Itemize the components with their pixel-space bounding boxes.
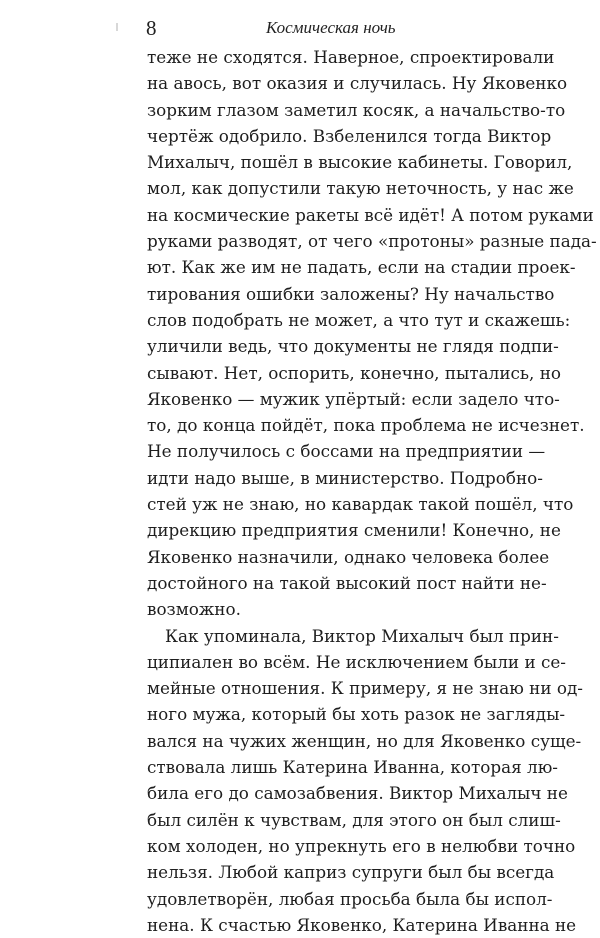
text-line: теже не сходятся. Наверное, спроектировали: [147, 47, 555, 67]
text-line: ципиален во всём. Не исключением были и се-: [147, 651, 566, 672]
text-line: ют. Как же им не падать, если на стадии проек-: [147, 257, 576, 278]
text-line: на авось, вот оказия и случилась. Ну Яковенко: [147, 73, 568, 94]
text-line: ком холоден, но упрекнуть его в нелюбви точно: [147, 835, 576, 856]
text-line: Яковенко — мужик упёртый: если задело что-: [147, 388, 560, 409]
text-line: возможно.: [147, 599, 241, 620]
text-line: чертёж одобрило. Взбеленился тогда Виктор: [147, 125, 552, 146]
text-line: ствовала лишь Катерина Иванна, которая лю-: [147, 757, 558, 778]
text-line: вался на чужих женщин, но для Яковенко суще-: [147, 730, 582, 751]
header-tick-mark: [116, 23, 118, 31]
text-line: Как упоминала, Виктор Михалыч был прин-: [165, 625, 559, 646]
text-line: дирекцию предприятия сменили! Конечно, не: [147, 520, 561, 541]
text-line: сывают. Нет, оспорить, конечно, пытались, но: [147, 362, 562, 383]
text-line: уличили ведь, что документы не глядя подпи-: [147, 336, 559, 357]
text-line: била его до самозабвения. Виктор Михалыч не: [147, 783, 568, 804]
running-title: Космическая ночь: [266, 18, 396, 37]
text-line: удовлетворён, любая просьба была бы испол-: [147, 888, 553, 909]
text-line: руками разводят, от чего «протоны» разные пада-: [147, 231, 597, 252]
text-line: нельзя. Любой каприз супруги был бы всегда: [147, 862, 555, 883]
text-line: нена. К счастью Яковенко, Катерина Иванна не: [147, 914, 577, 935]
text-line: достойного на такой высокий пост найти не-: [147, 572, 547, 593]
text-line: мейные отношения. К примеру, я не знаю ни од-: [147, 678, 583, 699]
text-line: на космические ракеты всё идёт! А потом руками: [147, 204, 594, 225]
text-line: тирования ошибки заложены? Ну начальство: [147, 283, 555, 304]
text-line: Яковенко назначили, однако человека более: [147, 546, 550, 567]
text-line: был силён к чувствам, для этого он был слиш-: [147, 809, 561, 830]
text-line: стей уж не знаю, но кавардак такой пошёл, что: [147, 494, 574, 515]
text-line: Не получилось с боссами на предприятии —: [147, 441, 546, 462]
text-line: идти надо выше, в министерство. Подробно-: [147, 467, 543, 488]
page-number: 8: [146, 16, 157, 40]
page-header: [116, 14, 502, 42]
text-line: мол, как допустили такую неточность, у нас же: [147, 178, 574, 199]
text-line: зорким глазом заметил косяк, а начальство-то: [147, 99, 566, 120]
text-line: то, до конца пойдёт, пока проблема не исчезнет.: [147, 415, 585, 436]
text-line: ного мужа, который бы хоть разок не загляды-: [147, 704, 566, 725]
body-text: [147, 44, 597, 938]
text-line: Михалыч, пошёл в высокие кабинеты. Говорил,: [147, 152, 573, 173]
text-line: слов подобрать не может, а что тут и скажешь:: [147, 309, 571, 330]
